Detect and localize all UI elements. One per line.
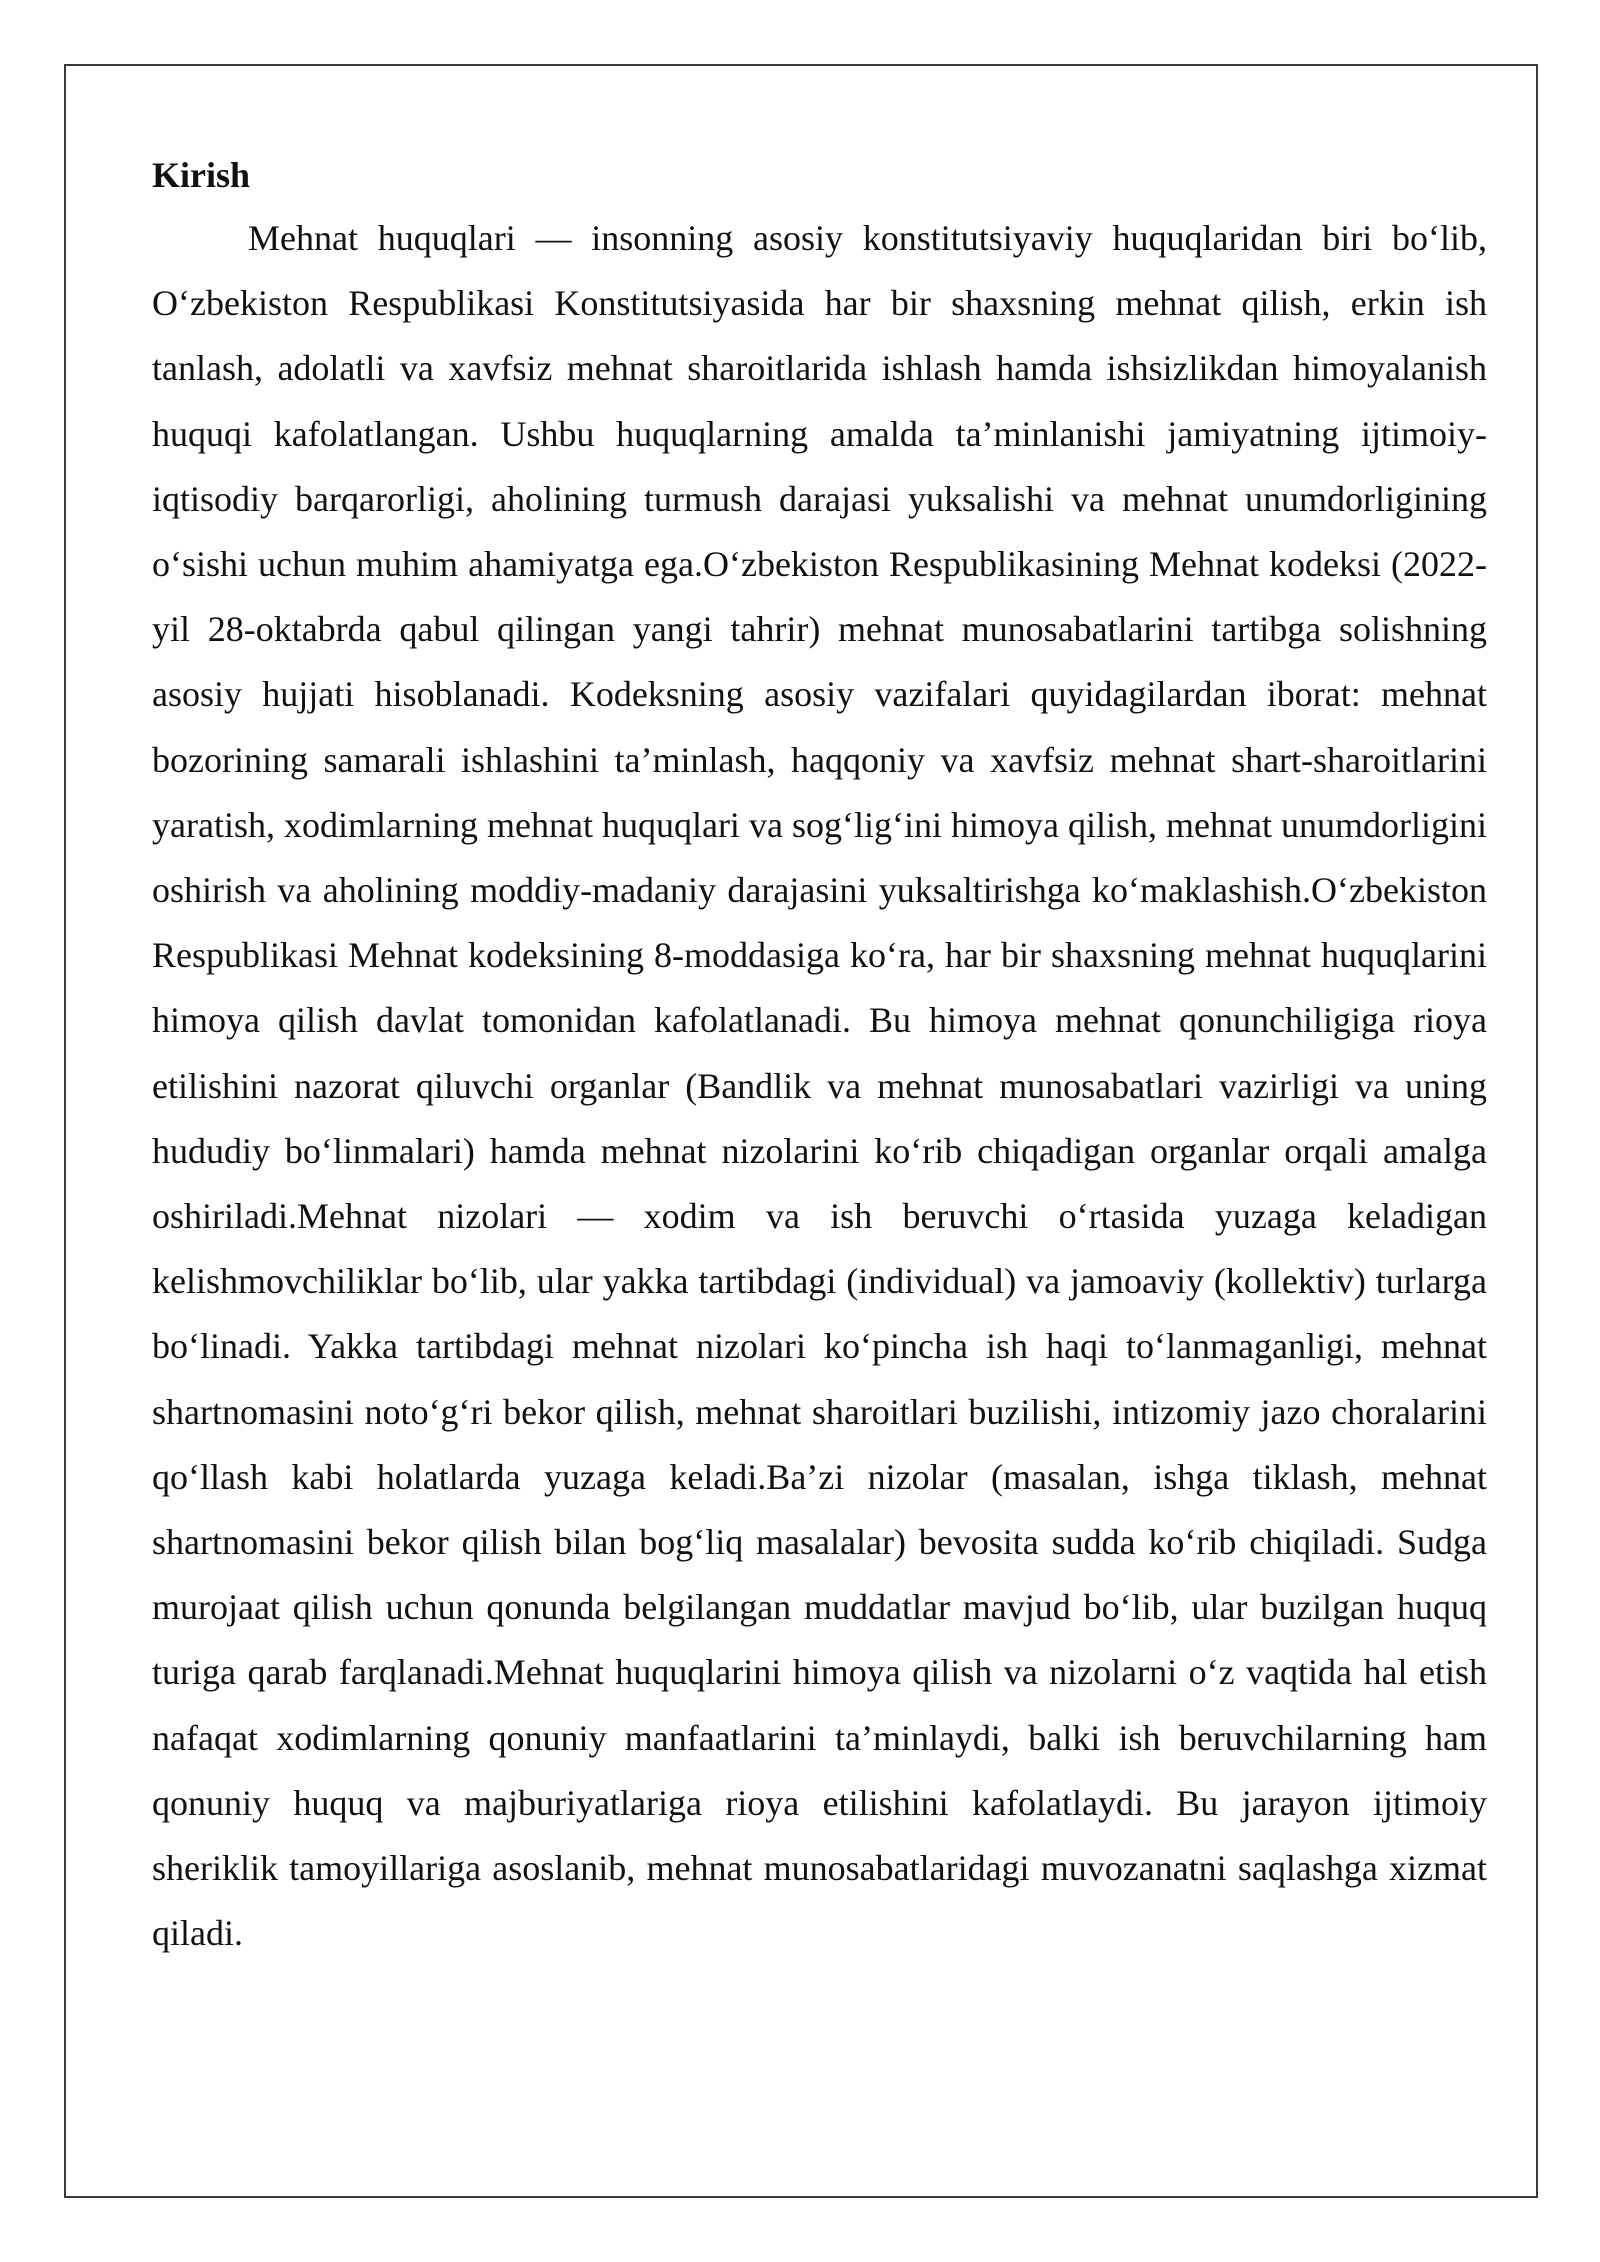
document-body (152, 144, 1487, 1966)
body-paragraph: Mehnat huquqlari — insonning asosiy konstitutsiyaviy huquqlaridan biri bo‘lib, O‘zbekiston Respublikasi Konstitutsiyasida har bir shaxsning mehnat qilish, erkin ish tanlash, adolatli va xavfsiz mehnat sharoitlarida ishlash hamda ishsizlikdan himoyalanish huquqi kafolatlangan. Ushbu huquqlarning amalda ta’minlanishi jamiyatning ijtimoiy-iqtisodiy barqarorligi, aholining turmush darajasi yuksalishi va mehnat unumdorligining o‘sishi uchun muhim ahamiyatga ega.O‘zbekiston Respublikasining Mehnat kodeksi (2022-yil 28-oktabrda qabul qilingan yangi tahrir) mehnat munosabatlarini tartibga solishning asosiy hujjati hisoblanadi. Kodeksning asosiy vazifalari quyidagilardan iborat: mehnat bozorining samarali ishlashini ta’minlash, haqqoniy va xavfsiz mehnat shart-sharoitlarini yaratish, xodimlarning mehnat huquqlari va sog‘lig‘ini himoya qilish, mehnat unumdorligini oshirish va aholining moddiy-madaniy darajasini yuksaltirishga ko‘maklashish.O‘zbekiston Respublikasi Mehnat kodeksining 8-moddasiga ko‘ra, har bir shaxsning mehnat huquqlarini himoya qilish davlat tomonidan kafolatlanadi. Bu himoya mehnat qonunchiligiga rioya etilishini nazorat qiluvchi organlar (Bandlik va mehnat munosabatlari vazirligi va uning hududiy bo‘linmalari) hamda mehnat nizolarini ko‘rib chiqadigan organlar orqali amalga oshiriladi.Mehnat nizolari — xodim va ish beruvchi o‘rtasida yuzaga keladigan kelishmovchiliklar bo‘lib, ular yakka tartibdagi (individual) va jamoaviy (kollektiv) turlarga bo‘linadi. Yakka tartibdagi mehnat nizolari ko‘pincha ish haqi to‘lanmaganligi, mehnat shartnomasini noto‘g‘ri bekor qilish, mehnat sharoitlari buzilishi, intizomiy jazo choralarini qo‘llash kabi holatlarda yuzaga keladi.Ba’zi nizolar (masalan, ishga tiklash, mehnat shartnomasini bekor qilish bilan bog‘liq masalalar) bevosita sudda ko‘rib chiqiladi. Sudga murojaat qilish uchun qonunda belgilangan muddatlar mavjud bo‘lib, ular buzilgan huquq turiga qarab farqlanadi.Mehnat huquqlarini himoya qilish va nizolarni o‘z vaqtida hal etish nafaqat xodimlarning qonuniy manfaatlarini ta’minlaydi, balki ish beruvchilarning ham qonuniy huquq va majburiyatlariga rioya etilishini kafolatlaydi. Bu jarayon ijtimoiy sheriklik tamoyillariga asoslanib, mehnat munosabatlaridagi muvozanatni saqlashga xizmat qiladi. (152, 218, 1487, 1954)
section-heading: Kirish (152, 155, 251, 195)
